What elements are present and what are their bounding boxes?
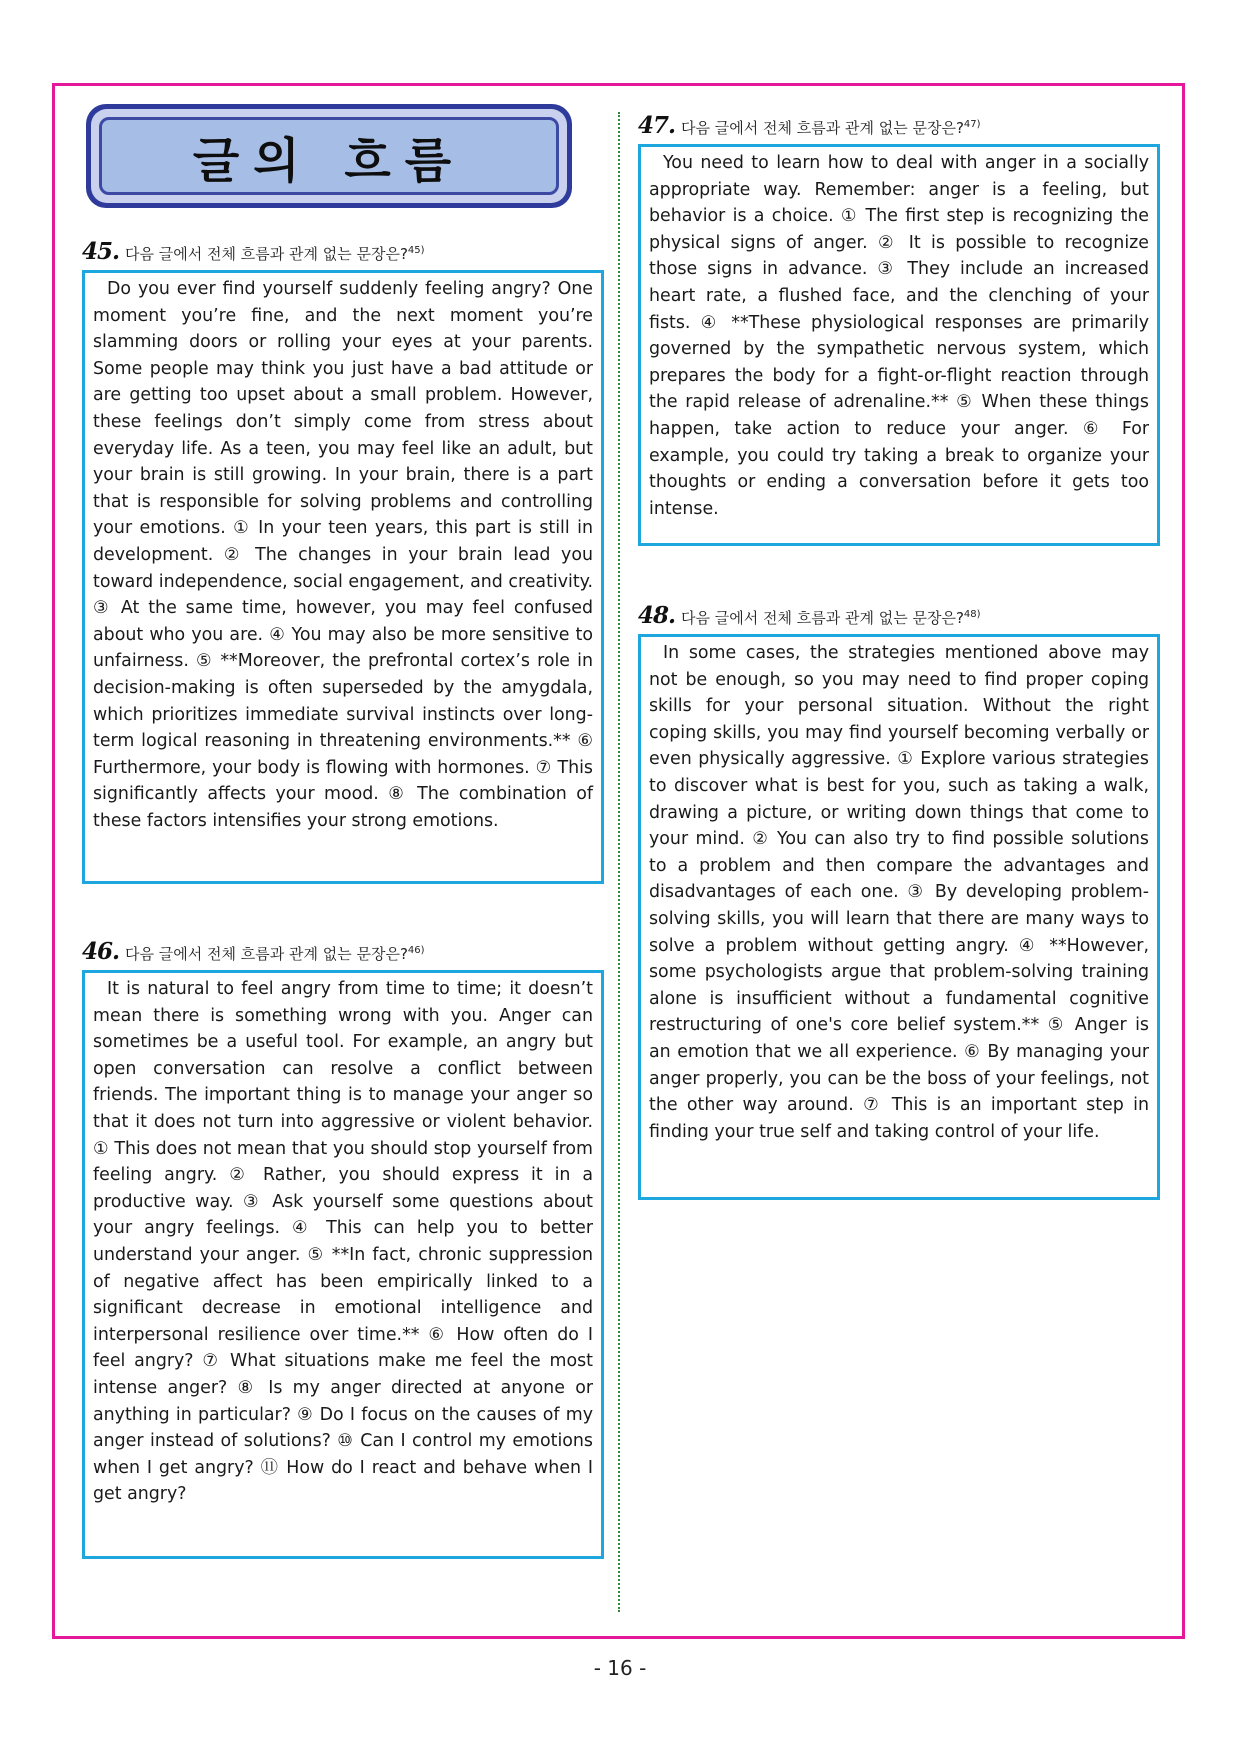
question-number: 46. [82,938,120,965]
question-prompt: 다음 글에서 전체 흐름과 관계 없는 문장은?$^{45)}$ [125,245,425,263]
footnote-ref: 48) [963,609,981,620]
footnote-ref: 47) [963,119,981,130]
section-title: 글의 흐름 [192,132,466,189]
footnote-ref: 45) [407,245,425,256]
question-47 [638,112,1160,546]
question-header [638,602,1160,629]
passage-box [638,144,1160,546]
passage-text: Do you ever find yourself suddenly feeling angry? One moment you’re fine, and the next moment you’re slamming doors or rolling your eyes at your parents. Some people may think you just have a bad attitude or are getting too upset about a small problem. However, these feelings don’t simply come from stress about everyday life. As a teen, you may feel like an adult, but your brain is still growing. In your brain, there is a part that is responsible for solving problems and controlling your emotions. ① In your teen years, this part is still in development. ② The changes in your brain lead you toward independence, social engagement, and creativity. ③ At the same time, however, you may feel confused about who you are. ④ You may also be more sensitive to unfairness. ⑤ **Moreover, the prefrontal cortex’s role in decision-making is often superseded by the amygdala, which prioritizes immediate survival instincts over long-term logical reasoning in threatening environments.** ⑥ Furthermore, your body is flowing with hormones. ⑦ This significantly affects your mood. ⑧ The combination of these factors intensifies your strong emotions. [93,279,593,831]
question-header [82,238,604,265]
passage-box [82,970,604,1559]
question-number: 45. [82,238,120,265]
question-header [638,112,1160,139]
question-prompt: 다음 글에서 전체 흐름과 관계 없는 문장은?$^{47)}$ [681,119,981,137]
question-number: 48. [638,602,676,629]
question-48 [638,602,1160,1200]
column-divider [618,112,620,1612]
question-prompt: 다음 글에서 전체 흐름과 관계 없는 문장은?$^{48)}$ [681,609,981,627]
question-prompt: 다음 글에서 전체 흐름과 관계 없는 문장은?$^{46)}$ [125,945,425,963]
section-banner [86,104,572,208]
left-column [82,104,604,1559]
question-46 [82,938,604,1559]
passage-text: You need to learn how to deal with anger in a socially appropriate way. Remember: anger is a feeling, but behavior is a choice. ① The first step is recognizing the physical signs of anger. ② It is possible to recognize those signs in advance. ③ They include an increased heart rate, a flushed face, and the clenching of your fists. ④ **These physiological responses are primarily governed by the sympathetic nervous system, which prepares the body for a fight-or-flight reaction through the rapid release of adrenaline.** ⑤ When these things happen, take action to reduce your anger. ⑥ For example, you could try taking a break to organize your thoughts or ending a conversation before it gets too intense. [649,153,1149,519]
question-45 [82,238,604,884]
right-column [638,112,1160,1200]
passage-text: In some cases, the strategies mentioned above may not be enough, so you may need to find proper coping skills for your personal situation. Without the right coping skills, you may find yourself becoming verbally or even physically aggressive. ① Explore various strategies to discover what is best for you, such as taking a walk, drawing a picture, or writing down things that come to your mind. ② You can also try to find possible solutions to a problem and then compare the advantages and disadvantages of each one. ③ By developing problem-solving skills, you will learn that there are many ways to solve a problem without getting angry. ④ **However, some psychologists argue that problem-solving training alone is insufficient without a fundamental cognitive restructuring of one's core belief system.** ⑤ Anger is an emotion that we all experience. ⑥ By managing your anger properly, you can be the boss of your feelings, not the other way around. ⑦ This is an important step in finding your true self and taking control of your life. [649,643,1149,1142]
passage-text: It is natural to feel angry from time to time; it doesn’t mean there is something wrong with you. Anger can sometimes be a useful tool. For example, an angry but open conversation can resolve a conflict between friends. The important thing is to manage your anger so that it does not turn into aggressive or violent behavior. ① This does not mean that you should stop yourself from feeling angry. ② Rather, you should express it in a productive way. ③ Ask yourself some questions about your angry feelings. ④ This can help you to better understand your anger. ⑤ **In fact, chronic suppression of negative affect has been empirically linked to a significant decrease in emotional intelligence and interpersonal resilience over time.** ⑥ How often do I feel angry? ⑦ What situations make me feel the most intense anger? ⑧ Is my anger directed at anyone or anything in particular? ⑨ Do I focus on the causes of my anger instead of solutions? ⑩ Can I control my emotions when I get angry? ⑪ How do I react and behave when I get angry? [93,979,593,1505]
footnote-ref: 46) [407,945,425,956]
passage-box [638,634,1160,1200]
page-number: - 16 - [593,1656,647,1680]
question-header [82,938,604,965]
question-number: 47. [638,112,676,139]
passage-box [82,270,604,884]
